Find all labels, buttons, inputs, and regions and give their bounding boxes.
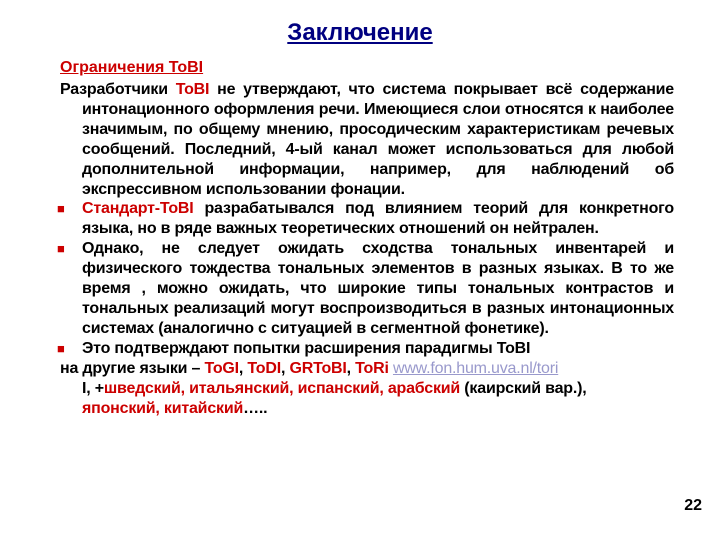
paragraph-text: (каирский вар.), bbox=[460, 379, 587, 397]
bullet-text: Это подтверждают попытки расширения парадигмы bbox=[82, 339, 497, 357]
tobi-term: ToBI bbox=[496, 339, 531, 357]
bullet-item-standard-tobi bbox=[57, 199, 674, 239]
togi-term: ToGI bbox=[204, 359, 239, 377]
slide-title: Заключение bbox=[287, 19, 433, 46]
grtobi-term: GRToBI bbox=[289, 359, 347, 377]
bullet-item-tonal-inventories bbox=[57, 239, 674, 339]
separator: , bbox=[238, 359, 248, 377]
bullet-text: Однако, не следует ожидать сходства тональных инвентарей и физического тождества тональных элементов в разных языках. В то же время , можно ожидать, что широкие типы тональных контрастов и тональных реализаций могут воспроизводиться в разных интонационных системах (аналогично с ситуацией в сегментной фонетике). bbox=[82, 240, 674, 337]
paragraph-text: Разработчики bbox=[60, 81, 176, 98]
todi-term: ToDI bbox=[247, 359, 281, 377]
square-bullet-icon: ■ bbox=[57, 241, 65, 257]
languages-list-2: японский, китайский bbox=[82, 399, 244, 417]
slide-subtitle: Ограничения ToBI bbox=[60, 59, 204, 76]
tori-term: ToRi bbox=[355, 359, 389, 377]
separator: , bbox=[280, 359, 290, 377]
tori-link[interactable]: www.fon.hum.uva.nl/tori bbox=[392, 359, 559, 377]
separator: , bbox=[346, 359, 356, 377]
slide-body bbox=[57, 80, 675, 418]
ellipsis: ….. bbox=[243, 399, 268, 417]
bullet-item-paradigm-extension bbox=[57, 339, 674, 359]
page-number: 22 bbox=[684, 497, 702, 514]
bullet-text: разрабатывался под влиянием теорий для конкретного языка, но в ряде важных теоретических отношений он нейтрален. bbox=[82, 200, 674, 238]
tobi-term: ToBI bbox=[175, 81, 210, 98]
paragraph-text: не утверждают, что система покрывает всё содержание интонационного оформления речи. Имеющиеся слои относятся к наиболее значимым, по общему мнению, просодическим характеристикам речевых сообщений. Последний, 4-ый канал может использоваться для любой дополнительной информации, например, для наблюдений об экспрессивном использовании фонации. bbox=[82, 81, 675, 198]
languages-list: шведский, итальянский, испанский, арабский bbox=[103, 379, 461, 397]
square-bullet-icon: ■ bbox=[57, 340, 65, 356]
paragraph-tobi-developers bbox=[60, 80, 674, 199]
standard-tobi-term: Стандарт-ToBI bbox=[82, 200, 194, 218]
paragraph-text: I, + bbox=[82, 379, 104, 397]
paragraph-other-languages bbox=[60, 359, 674, 419]
square-bullet-icon: ■ bbox=[57, 201, 65, 217]
paragraph-text: на другие языки – bbox=[60, 359, 205, 377]
